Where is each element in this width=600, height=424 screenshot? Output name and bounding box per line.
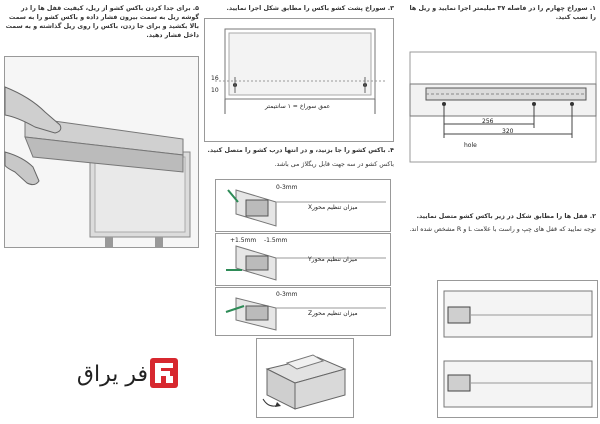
adjust-y-label: میزان تنظیم محورY [308, 256, 358, 263]
step1-text: ۱. سوراخ چهارم را در فاصله ۳۷ میلیمتر اجرا نمایید و ریل ها را نصب کنید. [409, 5, 596, 21]
dim-16-label: 16 [211, 75, 219, 82]
adjust-z-illustration [216, 288, 390, 335]
step5-text: ۵. برای جدا کردن باکس کشو از ریل، کیفیت قفل ها را در گوشه ریل به سمت بیرون فشار داده و باکس کشو را به سمت بالا بکشید و برای جا زدن، باکس را روی ریل گذاشته و به سمت داخل فشار دهید. [5, 5, 199, 39]
step2-text: ۲. قفل ها را مطابق شکل در زیر باکس کشو متصل نمایید. [416, 213, 596, 220]
lock-mount-diagram [438, 281, 597, 417]
step3-text: ۳. سوراخ پشت کشو باکس را مطابق شکل اجرا نمایید. [226, 5, 394, 12]
adjust-x-illustration [216, 180, 390, 231]
rail-install-diagram [404, 46, 598, 166]
dim-10-label: 10 [211, 87, 219, 94]
brand-logo [150, 358, 178, 388]
drawer-box-illustration [257, 339, 353, 417]
step3-figure [204, 18, 394, 142]
drawer-removal-illustration [5, 57, 198, 247]
adjust-z-label: میزان تنظیم محورZ [308, 310, 358, 317]
brand-logo-icon [150, 358, 178, 388]
adjust-z-range: 0-3mm [276, 291, 298, 298]
back-hole-diagram [205, 19, 393, 141]
drawer-assembly-figure [256, 338, 354, 418]
adjust-x-panel [215, 179, 391, 232]
step2-figure [437, 280, 598, 418]
adjust-x-label: میزان تنظیم محورX [308, 204, 358, 211]
hole-label: hole [464, 142, 477, 149]
adjust-y-panel [215, 233, 391, 286]
step4-subtext: باکس کشو در سه جهت قابل ریگلاژ می باشد. [274, 161, 394, 168]
dim-320-label: 320 [502, 128, 514, 135]
adjust-y-range-plus: +1.5mm [230, 237, 257, 244]
step5-figure [4, 56, 199, 248]
adjust-x-range: 0-3mm [276, 184, 298, 191]
adjust-y-range-minus: -1.5mm [264, 237, 288, 244]
adjust-z-panel [215, 287, 391, 336]
step2-note: توجه نمایید که قفل های چپ و راست با علامت L و R مشخص شده اند. [409, 226, 596, 233]
dim-256-label: 256 [482, 118, 494, 125]
step1-figure [404, 46, 598, 166]
brand-name: فر یراق [76, 362, 148, 387]
hole-depth-label: عمق سوراخ = ۱ سانتیمتر [265, 103, 331, 110]
step4-text: ۴. باکس کشو را جا بزنید، و در انتها درب کشو را متصل کنید. [207, 147, 394, 154]
